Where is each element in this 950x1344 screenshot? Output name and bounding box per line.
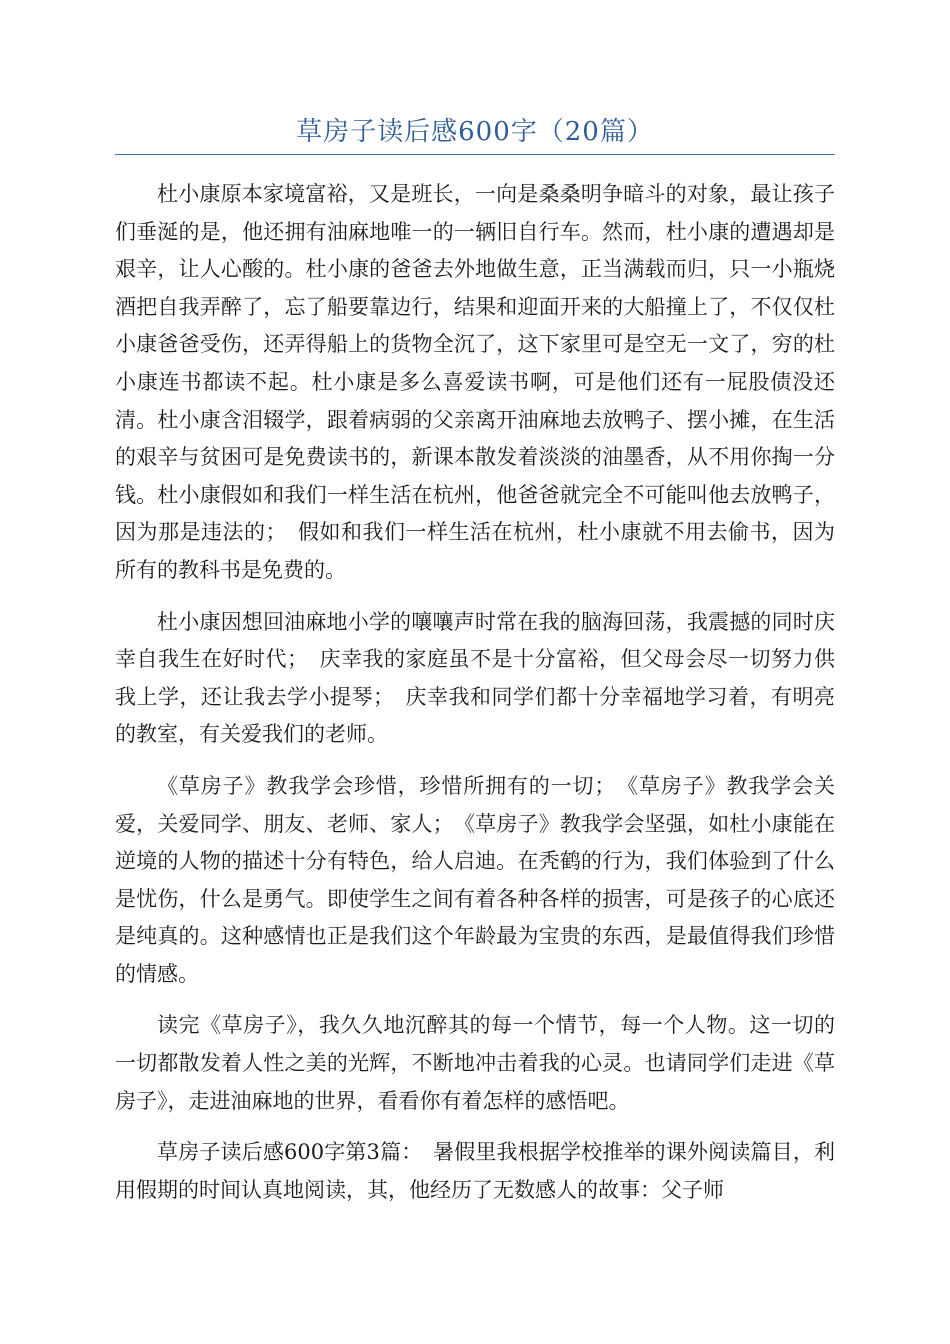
document-body	[115, 176, 835, 1223]
document-title: 草房子读后感600字（20篇）	[296, 117, 654, 147]
paragraph-3: 《草房子》教我学会珍惜，珍惜所拥有的一切； 《草房子》教我学会关爱，关爱同学、朋友、老师、家人； 《草房子》教我学会坚强，如杜小康能在逆境的人物的描述十分有特色，给人启迪。在秃鹤的行为，我们体验到了什么是忧伤，什么是勇气。即使学生之间有着各种各样的损害，可是孩子的心底还是纯真的。这种感情也正是我们这个年龄最为宝贵的东西，是最值得我们珍惜的情感。	[115, 773, 835, 986]
paragraph-1: 杜小康原本家境富裕，又是班长，一向是桑桑明争暗斗的对象，最让孩子们垂涎的是，他还拥有油麻地唯一的一辆旧自行车。然而，杜小康的遭遇却是艰辛，让人心酸的。杜小康的爸爸去外地做生意，正当满载而归，只一小瓶烧酒把自我弄醉了，忘了船要靠边行，结果和迎面开来的大船撞上了，不仅仅杜小康爸爸受伤，还弄得船上的货物全沉了，这下家里可是空无一文了，穷的杜小康连书都读不起。杜小康是多么喜爱读书啊，可是他们还有一屁股债没还清。杜小康含泪辍学，跟着病弱的父亲离开油麻地去放鸭子、摆小摊，在生活的艰辛与贫困可是免费读书的，新课本散发着淡淡的油墨香，从不用你掏一分钱。杜小康假如和我们一样生活在杭州，他爸爸就完全不可能叫他去放鸭子，因为那是违法的； 假如和我们一样生活在杭州，杜小康就不用去偷书，因为所有的教科书是免费的。	[115, 182, 835, 582]
paragraph-4: 读完《草房子》，我久久地沉醉其的每一个情节，每一个人物。这一切的一切都散发着人性之美的光辉，不断地冲击着我的心灵。也请同学们走进《草房子》，走进油麻地的世界，看看你有着怎样的感悟吧。	[115, 1013, 835, 1113]
title-underline	[115, 154, 835, 155]
paragraph-2: 杜小康因想回油麻地小学的嚷嚷声时常在我的脑海回荡，我震撼的同时庆幸自我生在好时代； 庆幸我的家庭虽不是十分富裕，但父母会尽一切努力供我上学，还让我去学小提琴； 庆幸我和同学们都十分幸福地学习着，有明亮的教室，有关爱我们的老师。	[115, 609, 835, 747]
paragraph-5: 草房子读后感600字第3篇： 暑假里我根据学校推举的课外阅读篇目，利用假期的时间认真地阅读，其，他经历了无数感人的故事：父子师	[115, 1140, 835, 1202]
